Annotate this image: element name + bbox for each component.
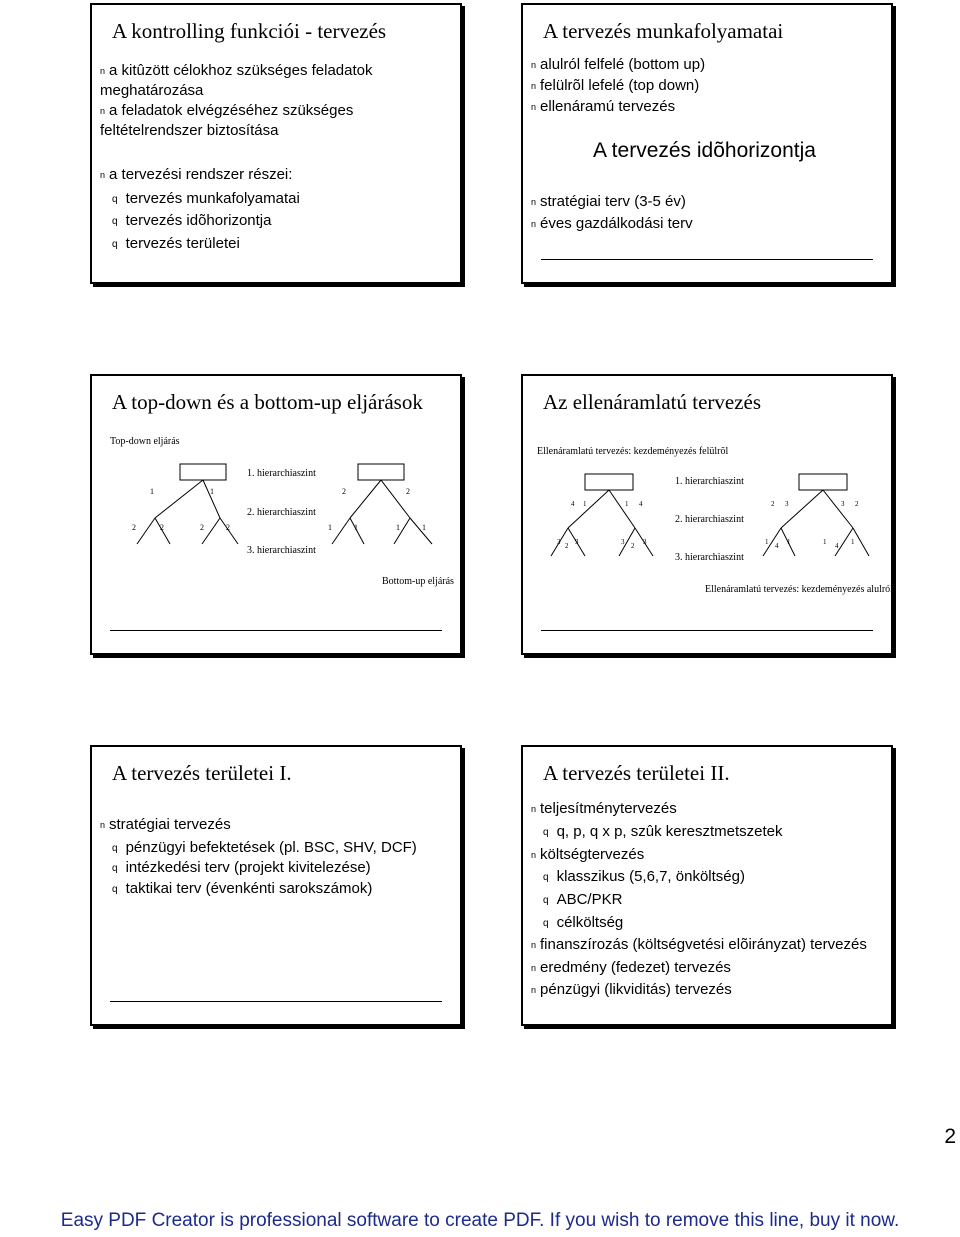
bullet-item: n alulról felfelé (bottom up) <box>531 56 706 73</box>
sub-bullet-item: q tervezés területei <box>112 235 240 252</box>
svg-text:2: 2 <box>771 500 775 508</box>
slide-divider <box>541 259 873 260</box>
slide-teruletei-2 <box>521 745 893 1026</box>
page-number: 2 <box>944 1125 956 1148</box>
bullet-marker: n <box>100 66 106 76</box>
bullet-item: n teljesítménytervezés <box>531 800 677 817</box>
sub-bullet-item: q q, p, q x p, szûk keresztmetszetek <box>543 823 783 840</box>
node-label: 1 <box>354 523 358 532</box>
sub-bullet-item: q pénzügyi befektetések (pl. BSC, SHV, DCF) <box>112 839 417 856</box>
bottom-initiative-label: Ellenáramlatú tervezés: kezdeményezés alulról <box>705 584 893 595</box>
slide-kontrolling <box>90 3 462 284</box>
svg-text:4: 4 <box>639 500 643 508</box>
node-label: 2 <box>160 523 164 532</box>
bullet-item: n a tervezési rendszer részei: <box>100 166 293 183</box>
bullet-item: n ellenáramú tervezés <box>531 98 676 115</box>
svg-text:3: 3 <box>621 538 625 546</box>
slide-title: A kontrolling funkciói - tervezés <box>112 19 387 43</box>
level-1-label: 1. hierarchiaszint <box>247 468 316 479</box>
node-label: 1 <box>210 487 214 496</box>
svg-text:3: 3 <box>575 538 579 546</box>
bullet-item: n eredmény (fedezet) tervezés <box>531 959 731 976</box>
slide-ellenaramlatu <box>521 374 893 655</box>
node-label: 1 <box>328 523 332 532</box>
bullet-item: n költségtervezés <box>531 846 645 863</box>
svg-text:2: 2 <box>631 542 635 550</box>
bullet-marker: n <box>100 170 106 180</box>
footer-banner: Easy PDF Creator is professional software to create PDF. If you wish to remove this line, buy it now. <box>60 1210 900 1231</box>
bottom-up-label: Bottom-up eljárás <box>382 576 454 587</box>
slide-title: Az ellenáramlatú tervezés <box>543 390 762 414</box>
slide-teruletei-1 <box>90 745 462 1026</box>
node-label: 1 <box>422 523 426 532</box>
slide-divider <box>110 1001 442 1002</box>
svg-text:1: 1 <box>765 538 769 546</box>
slide-title: A tervezés munkafolyamatai <box>543 19 784 43</box>
level-3-label: 3. hierarchiaszint <box>675 552 744 563</box>
svg-text:2: 2 <box>565 542 569 550</box>
bullet-marker: n <box>100 106 106 116</box>
slide-title: A top-down és a bottom-up eljárások <box>112 390 423 414</box>
svg-text:2: 2 <box>855 500 859 508</box>
svg-text:3: 3 <box>557 538 561 546</box>
node-label: 1 <box>150 487 154 496</box>
slide-title: A tervezés területei I. <box>112 761 292 785</box>
bullet-item: n a kitûzött célokhoz szükséges feladatok meghatározása <box>100 62 373 99</box>
sub-bullet-item: q ABC/PKR <box>543 891 623 908</box>
sub-bullet-item: q tervezés munkafolyamatai <box>112 190 300 207</box>
top-initiative-label: Ellenáramlatú tervezés: kezdeményezés felülrõl <box>537 446 729 457</box>
bullet-item: n felülrõl lefelé (top down) <box>531 77 700 94</box>
section-heading: A tervezés idõhorizontja <box>593 139 816 162</box>
bullet-item: n stratégiai terv (3-5 év) <box>531 193 686 210</box>
node-label: 2 <box>406 487 410 496</box>
sub-bullet-item: q klasszikus (5,6,7, önköltség) <box>543 868 745 885</box>
svg-text:4: 4 <box>775 542 779 550</box>
level-2-label: 2. hierarchiaszint <box>675 514 744 525</box>
svg-text:4: 4 <box>835 542 839 550</box>
level-1-label: 1. hierarchiaszint <box>675 476 744 487</box>
node-label: 2 <box>200 523 204 532</box>
slide-divider <box>110 630 442 631</box>
slide-title: A tervezés területei II. <box>543 761 730 785</box>
node-label: 2 <box>132 523 136 532</box>
svg-text:1: 1 <box>583 500 587 508</box>
bullet-item: n stratégiai tervezés <box>100 816 231 833</box>
svg-text:3: 3 <box>841 500 845 508</box>
svg-text:1: 1 <box>787 538 791 546</box>
slide-top-down-bottom-up <box>90 374 462 655</box>
svg-text:3: 3 <box>643 538 647 546</box>
bullet-item: n éves gazdálkodási terv <box>531 215 693 232</box>
bullet-item: n pénzügyi (likviditás) tervezés <box>531 981 732 998</box>
node-label: 2 <box>342 487 346 496</box>
svg-text:4: 4 <box>571 500 575 508</box>
level-2-label: 2. hierarchiaszint <box>247 507 316 518</box>
level-3-label: 3. hierarchiaszint <box>247 545 316 556</box>
svg-text:1: 1 <box>625 500 629 508</box>
top-down-label: Top-down eljárás <box>110 436 180 447</box>
sub-bullet-item: q célköltség <box>543 914 624 931</box>
bullet-item: n finanszírozás (költségvetési elõirányzat) tervezés <box>531 936 867 953</box>
sub-bullet-item: q taktikai terv (évenkénti sarokszámok) <box>112 880 373 897</box>
svg-text:1: 1 <box>851 538 855 546</box>
slide-munkafolyamatai <box>521 3 893 284</box>
node-label: 1 <box>396 523 400 532</box>
sub-bullet-item: q intézkedési terv (projekt kivitelezése) <box>112 859 371 876</box>
sub-bullet-item: q tervezés idõhorizontja <box>112 212 272 229</box>
node-label: 2 <box>226 523 230 532</box>
slide-divider <box>541 630 873 631</box>
bullet-item: n a feladatok elvégzéséhez szükséges feltételrendszer biztosítása <box>100 102 354 139</box>
svg-text:3: 3 <box>785 500 789 508</box>
svg-text:1: 1 <box>823 538 827 546</box>
